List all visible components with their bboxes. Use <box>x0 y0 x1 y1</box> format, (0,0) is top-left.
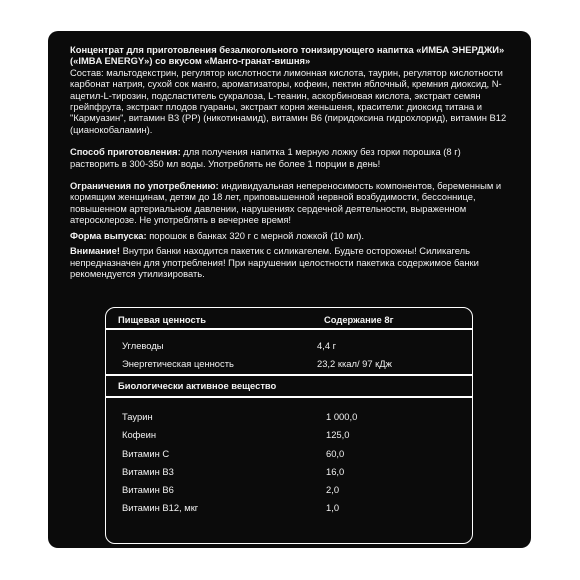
row-name: Углеводы <box>122 340 164 351</box>
row-value: 125,0 <box>326 429 350 440</box>
row-value: 60,0 <box>326 448 345 459</box>
product-title: Концентрат для приготовления безалкогольного тонизирующего напитка «ИМБА ЭНЕРДЖИ» («IMBA ENERGY») со вкусом «Манго-гранат-вишня» <box>70 44 505 67</box>
row-name: Витамин С <box>122 448 170 459</box>
restrictions-label: Ограничения по употреблению: <box>70 180 219 192</box>
row-name: Витамин В6 <box>122 484 174 495</box>
row-name: Витамин В3 <box>122 466 174 477</box>
restrictions-paragraph <box>70 180 512 226</box>
row-value: 1,0 <box>326 502 340 513</box>
row-name: Кофеин <box>122 429 157 440</box>
warning-label: Внимание! <box>70 245 120 257</box>
preparation-label: Способ приготовления: <box>70 146 181 158</box>
row-value: 1 000,0 <box>326 411 358 422</box>
table-header <box>106 308 472 328</box>
header-nutrition-value: Пищевая ценность <box>118 314 207 325</box>
row-value: 16,0 <box>326 466 345 477</box>
restrictions-text: индивидуальная непереносимость компонентов, беременным и кормящим женщинам, детям до 18 лет, приповышенной нервной возбудимости, бессоннице, повышенном артериальном давлении, нарушениях сердечной деятельности, выраженном атеросклерозе. Не употреблять в вечернее время! <box>70 180 502 226</box>
row-value: 4,4 г <box>317 340 337 351</box>
section-divider-bottom <box>106 396 472 398</box>
form-text: порошок в банках 320 г с мерной ложкой (10 мл). <box>146 229 365 241</box>
row-value: 2,0 <box>326 484 340 495</box>
row-name: Энергетическая ценность <box>122 358 234 369</box>
product-label-panel <box>48 31 531 548</box>
header-content: Содержание 8г <box>324 314 394 325</box>
header-divider <box>106 328 472 330</box>
row-name: Таурин <box>122 411 153 422</box>
row-name: Витамин В12, мкг <box>122 502 199 513</box>
label-text-block <box>70 44 512 279</box>
nutrition-table <box>105 307 473 544</box>
form-label: Форма выпуска: <box>70 229 147 241</box>
composition-text: Состав: мальтодекстрин, регулятор кислотности лимонная кислота, таурин, регулятор кислотности карбонат натрия, сухой сок манго, ароматизаторы, кофеин, пектин яблочный, кремния диоксид, N-ацетил-L-тирозин, подсластитель сукралоза, L-теанин, аскорбиновая кислота, экстракт семян грейпфрута, экстракт плодов гуараны, экстракт корня женьшеня, красители: диоксид титана и "Кармуазин", витамин В3 (РР) (никотинамид), витамин В6 (пиридоксина гидрохлорид), витамин В12 (цианокобаламин). <box>70 66 507 135</box>
section-title: Биологически активное вещество <box>118 380 277 391</box>
warning-text: Внутри банки находится пакетик с силикагелем. Будьте осторожны! Силикагель непредназначен для употребления! При нарушении целостности пакетика содержимое банки рекомендуется утилизировать. <box>70 245 479 279</box>
row-value: 23,2 ккал/ 97 кДж <box>317 358 392 369</box>
warning-paragraph <box>70 245 512 279</box>
preparation-text: для получения напитка 1 мерную ложку без горки порошка (8 г) растворить в 300-350 мл воды. Употреблять не более 1 порции в день! <box>70 146 461 169</box>
section-divider-top <box>106 374 472 376</box>
form-paragraph <box>70 230 512 241</box>
preparation-paragraph <box>70 146 512 169</box>
